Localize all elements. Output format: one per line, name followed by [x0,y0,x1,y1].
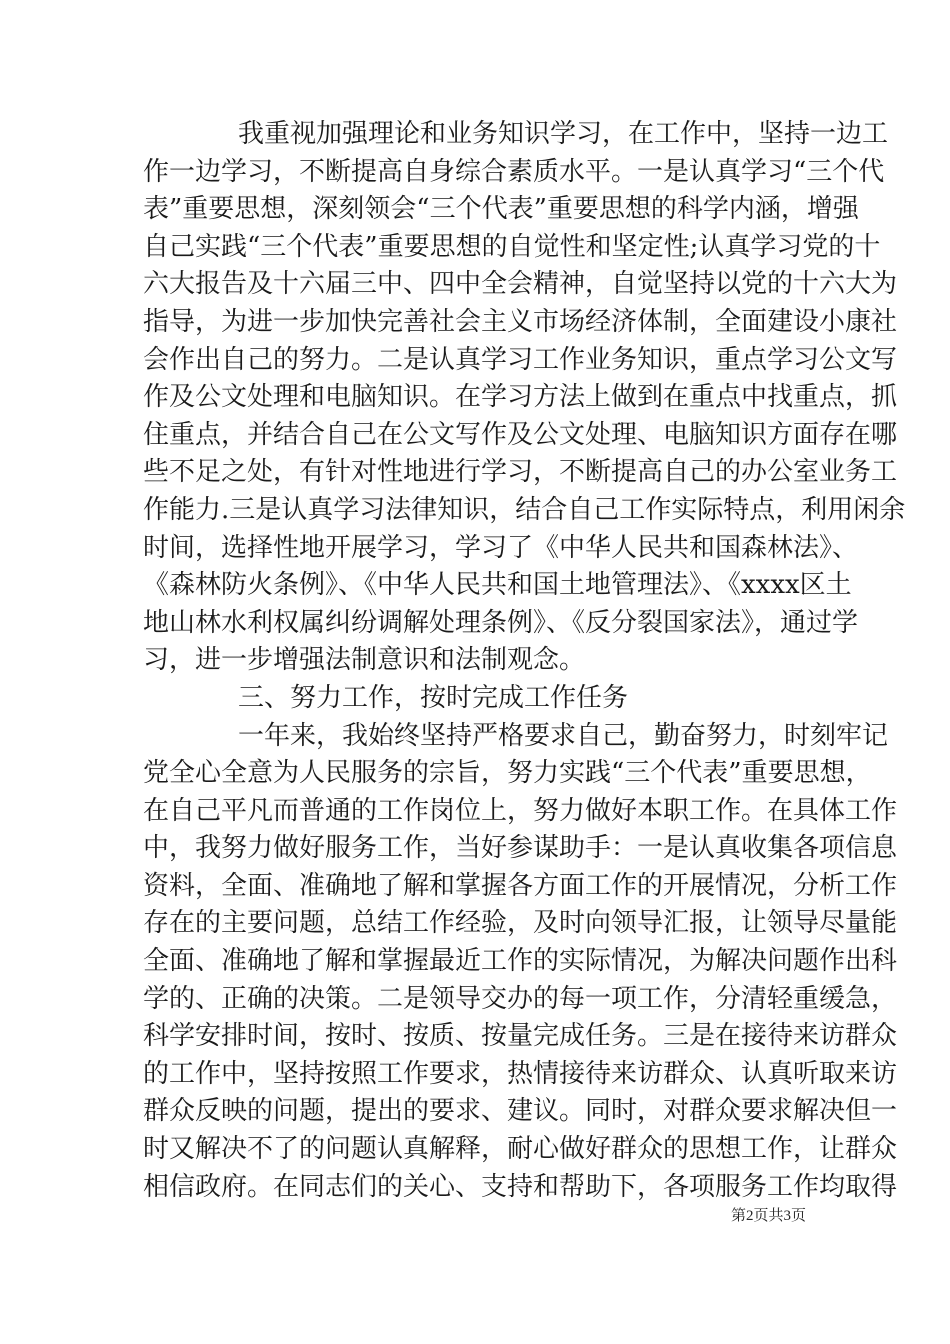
text-line: 会作出自己的努力。二是认真学习工作业务知识，重点学习公文写 [143,344,898,375]
paragraph-study [143,116,906,680]
text-line: 在自己平凡而普通的工作岗位上，努力做好本职工作。在具体工作 [143,795,898,826]
text-line: 我重视加强理论和业务知识学习，在工作中，坚持一边工 [238,119,889,149]
text-line: 表”重要思想，深刻领会“三个代表”重要思想的科学内涵，增强 [143,194,859,225]
page-number: 第2页共3页 [730,1208,806,1224]
text-line: 时又解决不了的问题认真解释，耐心做好群众的思想工作，让群众 [143,1134,898,1165]
text-line: 作一边学习，不断提高自身综合素质水平。一是认真学习“三个代 [143,156,885,187]
text-line: 的工作中，坚持按照工作要求，热情接待来访群众、认真听取来访 [143,1058,898,1089]
text-line: 存在的主要问题，总结工作经验，及时向领导汇报，让领导尽量能 [143,908,898,939]
text-line: 些不足之处，有针对性地进行学习，不断提高自己的办公室业务工 [143,457,898,488]
text-line: 六大报告及十六届三中、四中全会精神，自觉坚持以党的十六大为 [143,269,898,300]
text-line: 群众反映的问题，提出的要求、建议。同时，对群众要求解决但一 [143,1096,898,1127]
text-line: 作能力.三是认真学习法律知识，结合自己工作实际特点，利用闲余 [143,494,906,525]
text-line: 资料，全面、准确地了解和掌握各方面工作的开展情况，分析工作 [143,870,898,901]
text-line: 学的、正确的决策。二是领导交办的每一项工作，分清轻重缓急， [143,983,898,1014]
paragraph-work [143,718,898,1207]
text-line: 自己实践“三个代表”重要思想的自觉性和坚定性;认真学习党的十 [143,231,881,262]
text-line: 中，我努力做好服务工作，当好参谋助手：一是认真收集各项信息 [143,833,898,864]
text-line: 习，进一步增强法制意识和法制观念。 [143,645,586,676]
text-line: 作及公文处理和电脑知识。在学习方法上做到在重点中找重点，抓 [143,382,898,413]
text-line: 相信政府。在同志们的关心、支持和帮助下，各项服务工作均取得 [143,1171,898,1202]
text-line: 指导，为进一步加快完善社会主义市场经济体制，全面建设小康社 [143,306,898,337]
text-line: 地山林水利权属纠纷调解处理条例》、《反分裂国家法》，通过学 [143,607,859,638]
text-line: 党全心全意为人民服务的宗旨，努力实践“三个代表”重要思想， [143,758,872,789]
text-line: 全面、准确地了解和掌握最近工作的实际情况，为解决问题作出科 [143,946,898,977]
section-heading-text: 三、努力工作，按时完成工作任务 [238,682,629,713]
document-body [143,116,906,1206]
text-line: 科学安排时间，按时、按质、按量完成任务。三是在接待来访群众 [143,1021,898,1052]
section-heading [143,680,805,718]
text-line: 住重点，并结合自己在公文写作及公文处理、电脑知识方面存在哪 [143,419,898,450]
text-line: 《森林防火条例》、《中华人民共和国土地管理法》、《xxxx区土 [143,570,852,601]
text-line: 一年来，我始终坚持严格要求自己，勤奋努力，时刻牢记 [238,720,889,751]
text-line: 时间，选择性地开展学习，学习了《中华人民共和国森林法》、 [143,532,859,563]
